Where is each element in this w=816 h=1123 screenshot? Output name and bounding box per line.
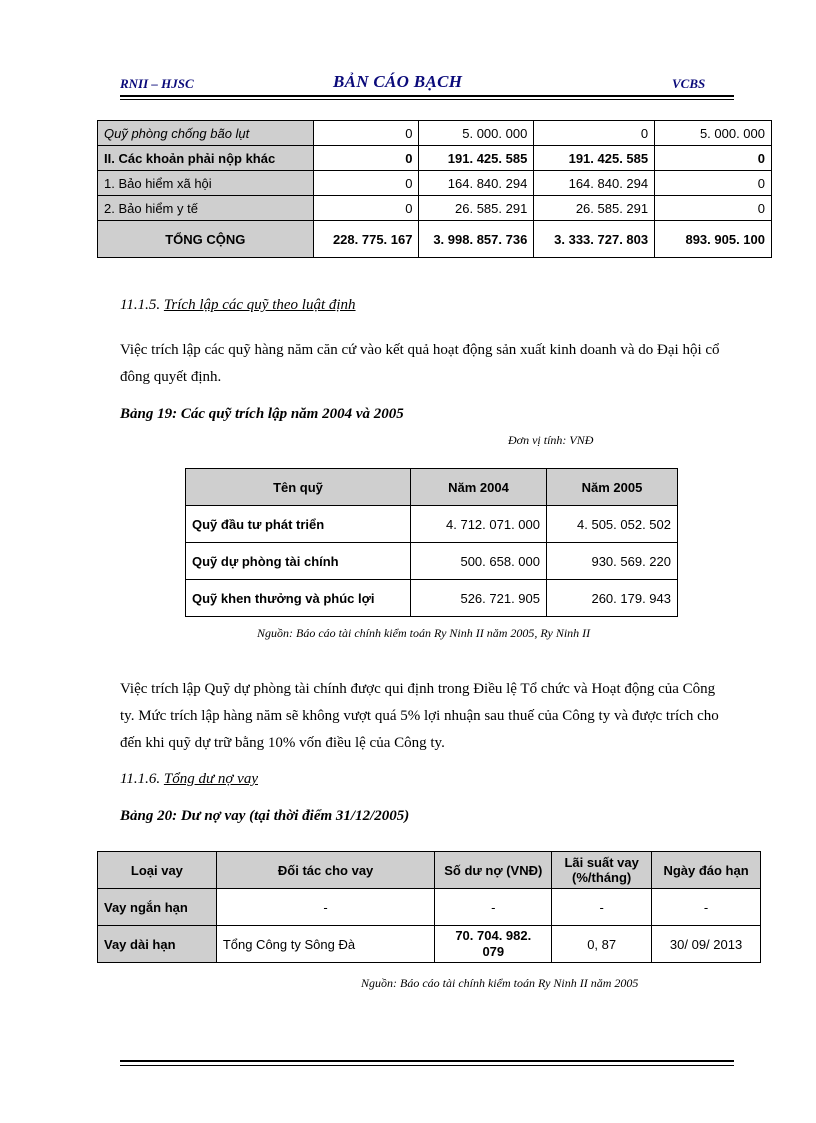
table-row — [186, 580, 678, 617]
cell: 0 — [313, 171, 419, 196]
cell: 500. 658. 000 — [411, 543, 547, 580]
column-header: Số dư nợ (VNĐ) — [435, 852, 552, 889]
paragraph-line: ty. Mức trích lập hàng năm sẽ không vượt quá 5% lợi nhuận sau thuế của Công ty và được trích cho — [120, 708, 719, 724]
row-label: 2. Bảo hiểm y tế — [98, 196, 314, 221]
cell: - — [435, 889, 552, 926]
section-title: Trích lập các quỹ theo luật định — [163, 297, 356, 313]
table-header-row — [98, 852, 761, 889]
column-header: Loại vay — [98, 852, 217, 889]
cell: Tổng Công ty Sông Đà — [216, 926, 435, 963]
cell: 3. 333. 727. 803 — [534, 221, 655, 258]
header-underwriter: VCBS — [672, 76, 706, 91]
section-heading-1115 — [120, 297, 356, 314]
column-header: Năm 2004 — [411, 469, 547, 506]
row-label: 1. Bảo hiểm xã hội — [98, 171, 314, 196]
row-label: TỔNG CỘNG — [98, 221, 314, 258]
header-line: Lãi suất vay — [564, 855, 639, 870]
cell: 526. 721. 905 — [411, 580, 547, 617]
table19-caption: Bảng 19: Các quỹ trích lập năm 2004 và 2005 — [120, 406, 404, 422]
cell: 930. 569. 220 — [547, 543, 678, 580]
paragraph-line: Việc trích lập Quỹ dự phòng tài chính được qui định trong Điều lệ Tổ chức và Hoạt động của Công — [120, 681, 716, 697]
header-rule-thin — [120, 99, 734, 100]
cell: 228. 775. 167 — [313, 221, 419, 258]
cell: 164. 840. 294 — [419, 171, 534, 196]
cell: - — [216, 889, 435, 926]
section-title: Tổng dư nợ vay — [163, 771, 258, 787]
column-header: Năm 2005 — [547, 469, 678, 506]
loan-type: Vay ngắn hạn — [98, 889, 217, 926]
header-line: (%/tháng) — [572, 870, 632, 885]
table-row — [98, 146, 772, 171]
table19-unit: Đơn vị tính: VNĐ — [508, 433, 594, 447]
row-label: Quỹ phòng chống bão lụt — [98, 121, 314, 146]
cell: 26. 585. 291 — [419, 196, 534, 221]
table-row — [186, 506, 678, 543]
cell: 3. 998. 857. 736 — [419, 221, 534, 258]
fund-name: Quỹ dự phòng tài chính — [186, 543, 411, 580]
table-row — [98, 889, 761, 926]
fund-name: Quỹ khen thưởng và phúc lợi — [186, 580, 411, 617]
section-number: 11.1.5. — [120, 297, 161, 313]
table-row — [98, 171, 772, 196]
cell: 0 — [313, 196, 419, 221]
column-header: Tên quỹ — [186, 469, 411, 506]
cell: 0 — [655, 171, 772, 196]
cell-line: 079 — [482, 944, 505, 959]
cell: 0, 87 — [552, 926, 652, 963]
loan-type: Vay dài hạn — [98, 926, 217, 963]
table-row — [98, 926, 761, 963]
cell: 260. 179. 943 — [547, 580, 678, 617]
cell: 30/ 09/ 2013 — [652, 926, 761, 963]
column-header — [552, 852, 652, 889]
cell: 191. 425. 585 — [419, 146, 534, 171]
paragraph-line: đông quyết định. — [120, 369, 222, 385]
header-title: BẢN CÁO BẠCH — [333, 72, 463, 91]
table20-source: Nguồn: Báo cáo tài chính kiểm toán Ry Ninh II năm 2005 — [361, 976, 639, 990]
cell: 5. 000. 000 — [655, 121, 772, 146]
column-header: Đối tác cho vay — [216, 852, 435, 889]
header-company: RNII – HJSC — [120, 76, 194, 91]
cell: 0 — [313, 121, 419, 146]
funds-table — [185, 468, 678, 617]
cell: - — [652, 889, 761, 926]
cell: 0 — [534, 121, 655, 146]
cell-line: 70. 704. 982. — [455, 928, 532, 943]
footer-rule-thin — [120, 1065, 734, 1066]
cell: 26. 585. 291 — [534, 196, 655, 221]
cell: 0 — [655, 146, 772, 171]
cell: 164. 840. 294 — [534, 171, 655, 196]
table-row — [98, 121, 772, 146]
cell — [435, 926, 552, 963]
payables-table — [97, 120, 772, 258]
row-label: II. Các khoản phải nộp khác — [98, 146, 314, 171]
column-header: Ngày đáo hạn — [652, 852, 761, 889]
table20-caption: Bảng 20: Dư nợ vay (tại thời điểm 31/12/2005) — [120, 808, 410, 824]
section-heading-1116 — [120, 771, 258, 788]
paragraph-line: Việc trích lập các quỹ hàng năm căn cứ vào kết quả hoạt động sản xuất kinh doanh và do Đại hội cổ — [120, 342, 720, 358]
header-rule — [120, 95, 734, 97]
table-total-row — [98, 221, 772, 258]
cell: 5. 000. 000 — [419, 121, 534, 146]
section-number: 11.1.6. — [120, 771, 161, 787]
loans-table — [97, 851, 761, 963]
cell: 4. 505. 052. 502 — [547, 506, 678, 543]
cell: 0 — [655, 196, 772, 221]
table-row — [186, 543, 678, 580]
cell: 0 — [313, 146, 419, 171]
cell: 191. 425. 585 — [534, 146, 655, 171]
paragraph-line: đến khi quỹ dự trữ bằng 10% vốn điều lệ của Công ty. — [120, 735, 445, 751]
cell: 4. 712. 071. 000 — [411, 506, 547, 543]
cell: - — [552, 889, 652, 926]
fund-name: Quỹ đầu tư phát triển — [186, 506, 411, 543]
cell: 893. 905. 100 — [655, 221, 772, 258]
table-row — [98, 196, 772, 221]
footer-rule — [120, 1060, 734, 1062]
table-header-row — [186, 469, 678, 506]
table19-source: Nguồn: Báo cáo tài chính kiểm toán Ry Ninh II năm 2005, Ry Ninh II — [257, 626, 591, 640]
